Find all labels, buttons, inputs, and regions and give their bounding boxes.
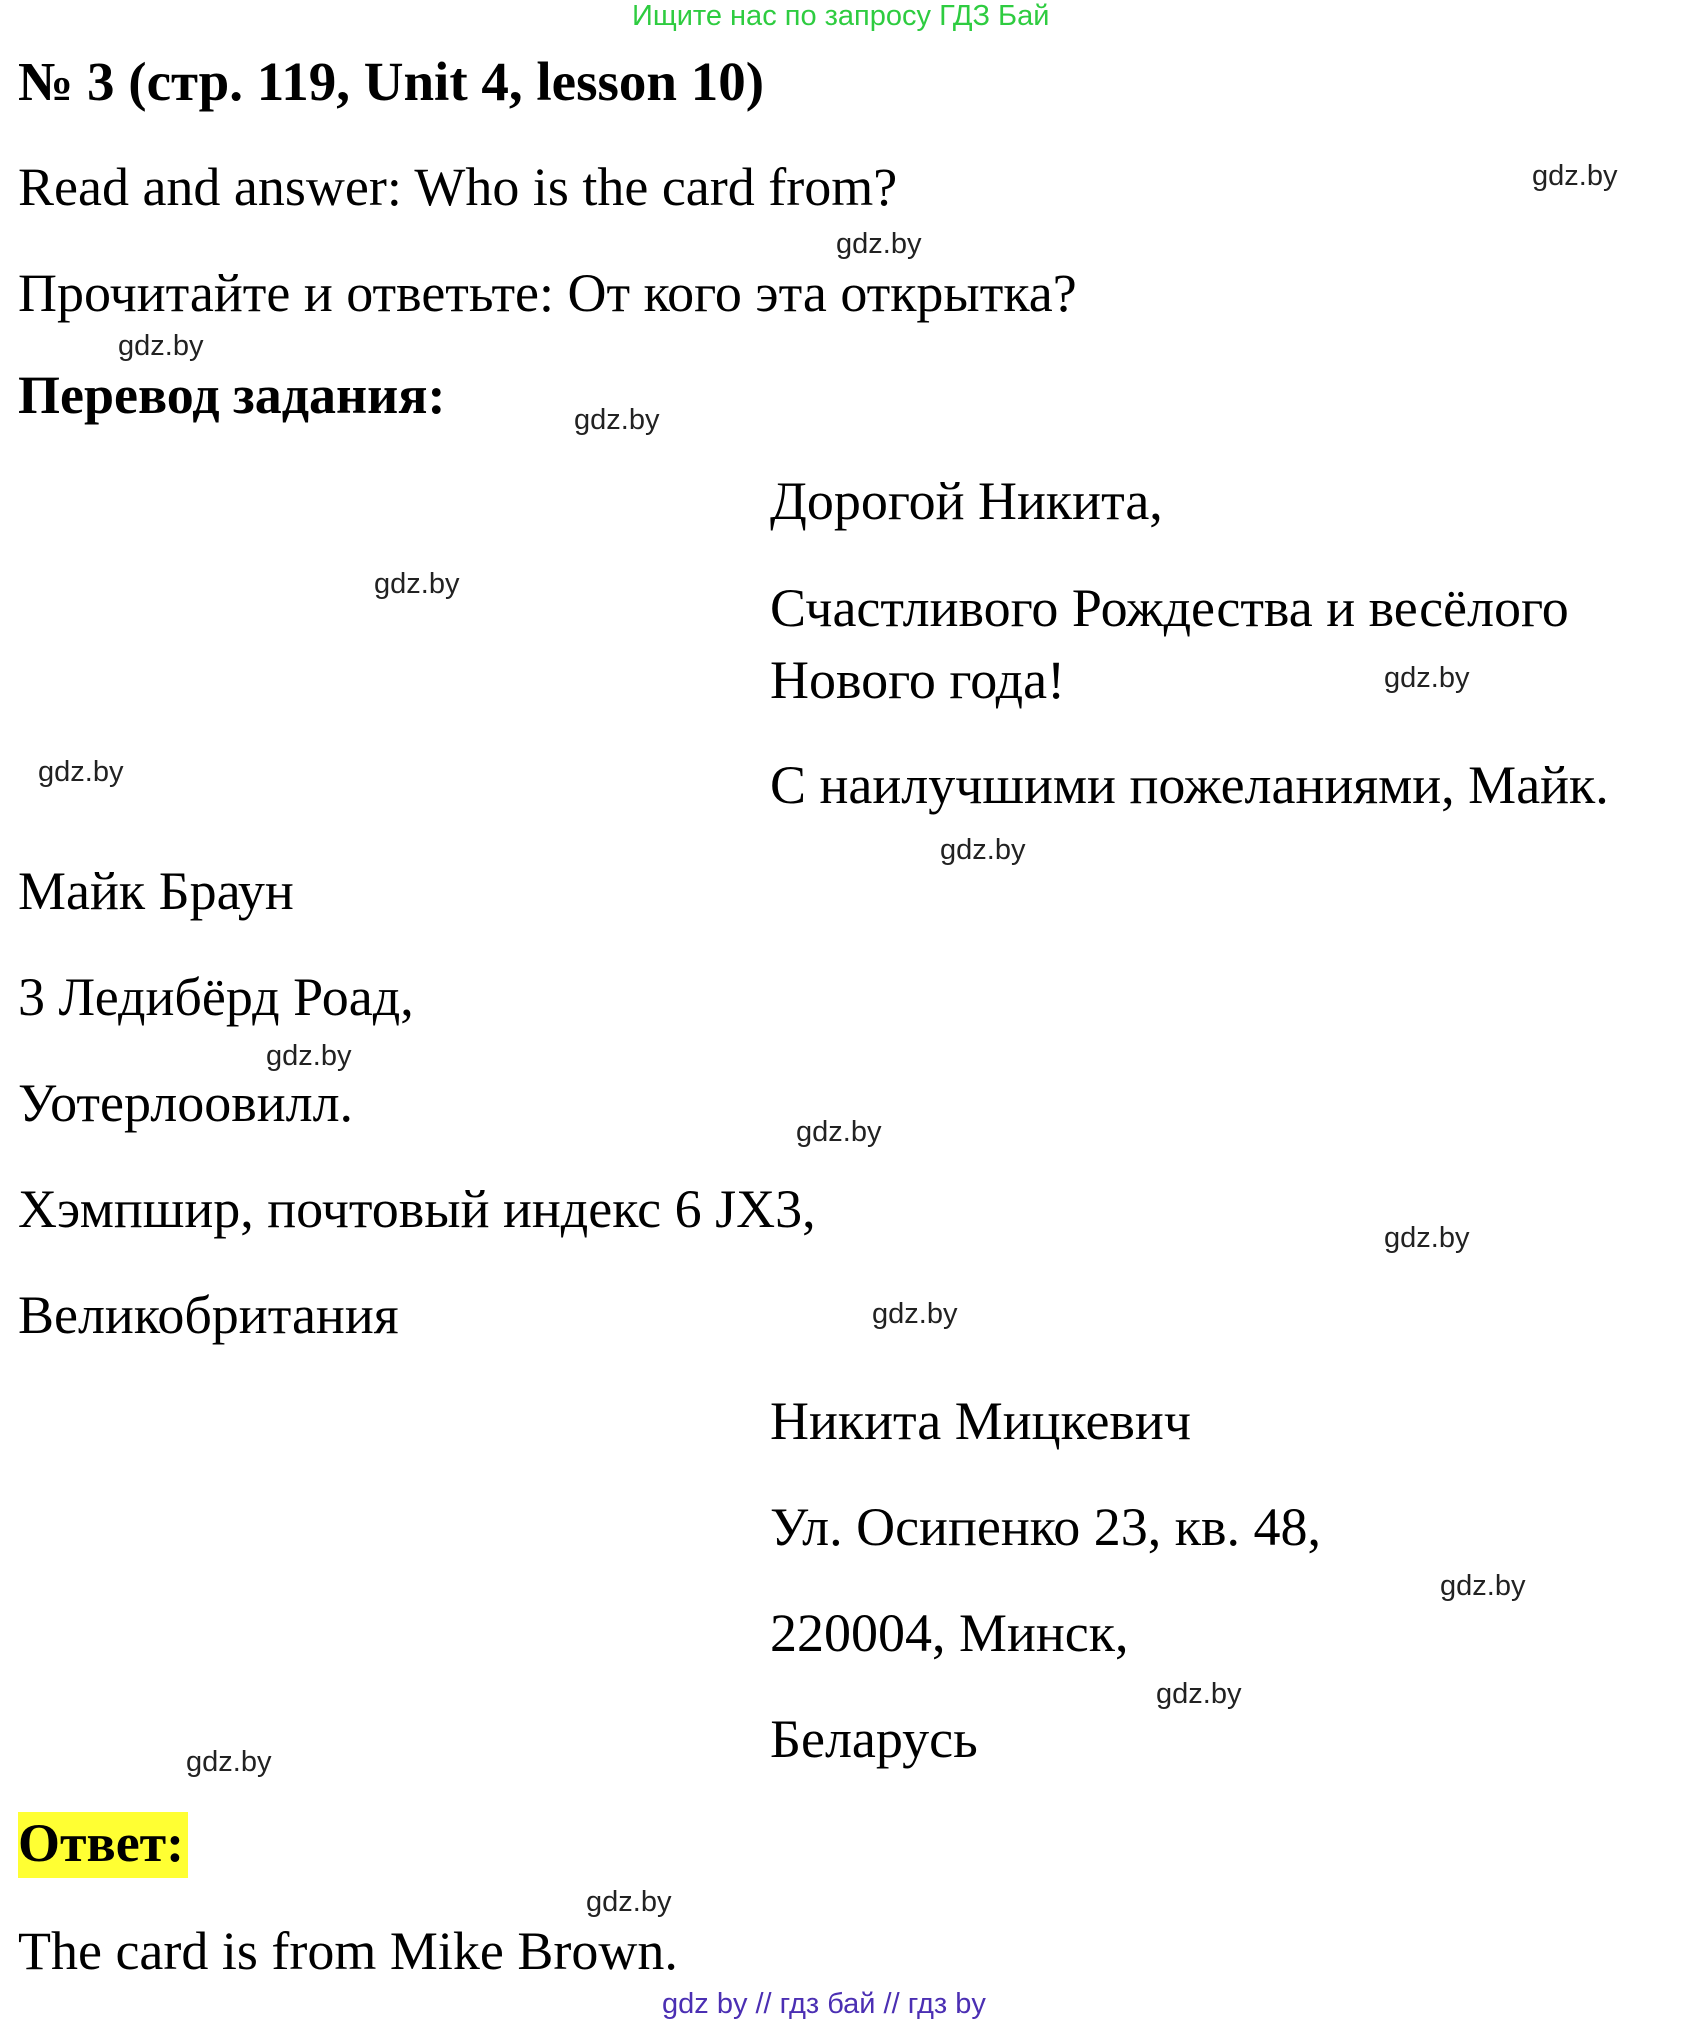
card-greeting: Дорогой Никита,: [770, 471, 1163, 531]
answer-label: Ответ:: [18, 1812, 188, 1878]
card-wish-line1: Счастливого Рождества и весёлого: [770, 578, 1569, 638]
sender-town: Уотерлоовилл.: [18, 1073, 354, 1133]
top-banner: Ищите нас по запросу ГДЗ Бай: [632, 0, 1050, 32]
watermark: gdz.by: [1156, 1678, 1242, 1710]
watermark: gdz.by: [266, 1040, 352, 1072]
sender-country: Великобритания: [18, 1285, 399, 1345]
watermark: gdz.by: [574, 404, 660, 436]
sender-street: 3 Ледибёрд Роад,: [18, 967, 414, 1027]
recipient-street: Ул. Осипенко 23, кв. 48,: [770, 1497, 1321, 1557]
recipient-name: Никита Мицкевич: [770, 1391, 1191, 1451]
watermark: gdz.by: [1532, 160, 1618, 192]
watermark: gdz.by: [38, 756, 124, 788]
sender-name: Майк Браун: [18, 861, 294, 921]
page-title: № 3 (стр. 119, Unit 4, lesson 10): [18, 51, 765, 112]
footer: gdz by // гдз бай // гдз by: [662, 1988, 986, 2020]
watermark: gdz.by: [1440, 1570, 1526, 1602]
recipient-city: 220004, Минск,: [770, 1603, 1129, 1663]
card-signoff: С наилучшими пожеланиями, Майк.: [770, 755, 1609, 815]
watermark: gdz.by: [374, 568, 460, 600]
watermark: gdz.by: [186, 1746, 272, 1778]
task-russian: Прочитайте и ответьте: От кого эта открытка?: [18, 263, 1077, 323]
answer-text: The card is from Mike Brown.: [18, 1921, 678, 1981]
card-wish-line2: Нового года!: [770, 650, 1066, 710]
task-english: Read and answer: Who is the card from?: [18, 157, 898, 217]
sender-county: Хэмпшир, почтовый индекс 6 JX3,: [18, 1179, 816, 1239]
watermark: gdz.by: [118, 330, 204, 362]
recipient-country: Беларусь: [770, 1709, 978, 1769]
watermark: gdz.by: [586, 1886, 672, 1918]
watermark: gdz.by: [1384, 1222, 1470, 1254]
translation-label: Перевод задания:: [18, 365, 446, 425]
watermark: gdz.by: [940, 834, 1026, 866]
watermark: gdz.by: [1384, 662, 1470, 694]
watermark: gdz.by: [872, 1298, 958, 1330]
watermark: gdz.by: [836, 228, 922, 260]
watermark: gdz.by: [796, 1116, 882, 1148]
